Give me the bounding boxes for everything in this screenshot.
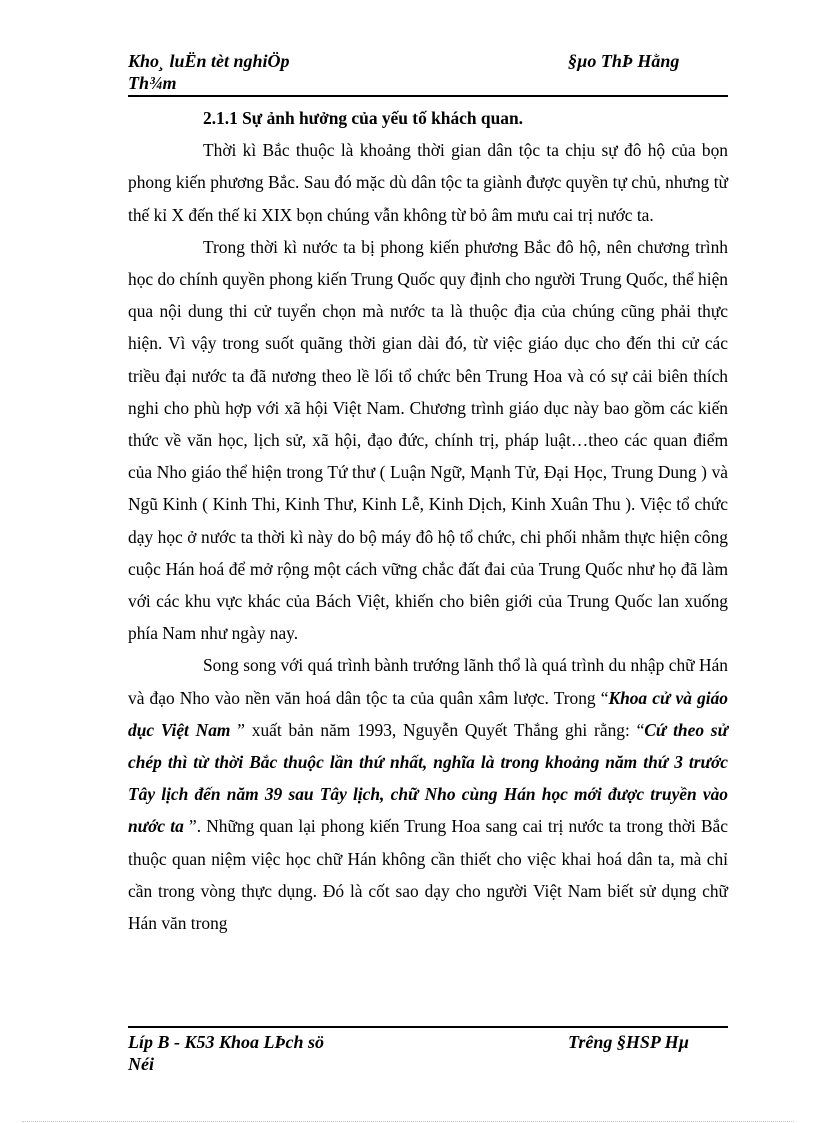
footer-university-name: Trêng §HSP Hµ bbox=[568, 1032, 690, 1052]
footer-left-line2: Néi bbox=[128, 1054, 154, 1074]
page-edge-dotted-line bbox=[22, 1121, 794, 1122]
header-left-line2: Th¾m bbox=[128, 73, 177, 93]
paragraph-3 bbox=[128, 649, 728, 939]
footer-left-line1: Líp B - K53 Khoa LÞch sö bbox=[128, 1032, 325, 1052]
paragraph-3-text-a: Song song với quá trình bành trướng lãnh thổ là quá trình du nhập chữ Hán và đạo Nho vào nền văn hoá dân tộc ta của quân xâm lược. Trong “ bbox=[128, 655, 728, 708]
header-divider bbox=[128, 95, 728, 97]
paragraph-3-text-c: ”. Những quan lại phong kiến Trung Hoa sang cai trị nước ta trong thời Bắc thuộc quan niệm việc học chữ Hán không cần thiết cho việc khai hoá dân ta, mà chỉ cần trong vòng thực dụng. Đó là cốt sao dạy cho người Việt Nam biết sử dụng chữ Hán văn trong bbox=[128, 816, 728, 934]
paragraph-1: Thời kì Bắc thuộc là khoảng thời gian dân tộc ta chịu sự đô hộ của bọn phong kiến phương Bắc. Sau đó mặc dù dân tộc ta giành được quyền tự chủ, nhưng từ thế kỉ X đến thế kỉ XIX bọn chúng vẫn không từ bỏ âm mưu cai trị nước ta. bbox=[128, 140, 728, 225]
book-title: Khoa cử và giáo dục Việt Nam bbox=[128, 687, 728, 740]
section-heading: 2.1.1 Sự ảnh hưởng của yếu tố khách quan. bbox=[203, 108, 523, 128]
quotation: Cứ theo sử chép thì từ thời Bắc thuộc lần thứ nhất, nghĩa là trong khoảng năm thứ 3 trước Tây lịch đến năm 39 sau Tây lịch, chữ Nho cùng Hán học mới được truyền vào nước ta bbox=[128, 719, 728, 837]
footer-divider bbox=[128, 1026, 728, 1028]
footer-class-label bbox=[128, 1031, 388, 1075]
paragraph-2: Trong thời kì nước ta bị phong kiến phương Bắc đô hộ, nên chương trình học do chính quyền phong kiến Trung Quốc quy định cho người Trung Quốc, thể hiện qua nội dung thi cử tuyển chọn mà nước ta là thuộc địa của chúng cũng phải thực hiện. Vì vậy trong suốt quãng thời gian dài đó, từ việc giáo dục cho đến thi cử các triều đại nước ta đã nương theo lề lối tổ chức bên Trung Hoa và có sự cải biên thích nghi cho phù hợp với xã hội Việt Nam. Chương trình giáo dục này bao gồm các kiến thức về văn học, lịch sử, xã hội, đạo đức, chính trị, pháp luật…theo các quan điểm của Nho giáo thể hiện trong Tứ thư ( Luận Ngữ, Mạnh Tử, Đại Học, Trung Dung ) và Ngũ Kinh ( Kinh Thi, Kinh Thư, Kinh Lễ, Kinh Dịch, Kinh Xuân Thu ). Việc tổ chức dạy học ở nước ta thời kì này do bộ máy đô hộ tổ chức, chi phối nhằm thực hiện công cuộc Hán hoá để mở rộng một cách vững chắc đất đai của Trung Quốc như họ đã làm với các khu vực khác của Bách Việt, khiến cho biên giới của Trung Quốc lan xuống phía Nam như ngày nay. bbox=[128, 236, 728, 644]
header-thesis-label bbox=[128, 50, 388, 94]
paragraph-3-text-b: ” xuất bản năm 1993, Nguyễn Quyết Thắng ghi rằng: “ bbox=[230, 719, 645, 740]
page-body bbox=[128, 102, 728, 939]
header-left-line1: Kho¸ luËn tèt nghiÖp bbox=[128, 51, 290, 71]
header-author-name: §µo ThÞ Hằng bbox=[568, 51, 680, 71]
